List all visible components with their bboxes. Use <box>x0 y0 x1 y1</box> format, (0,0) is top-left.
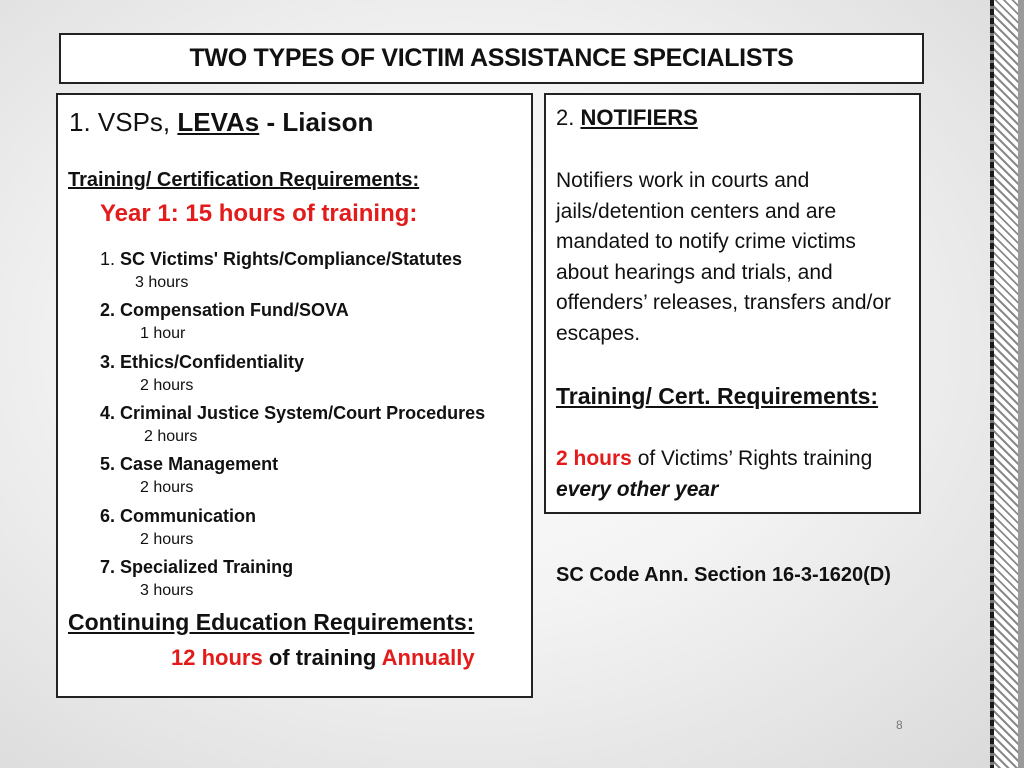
training-item-hours: 2 hours <box>144 427 198 445</box>
continuing-frequency: Annually <box>381 645 475 670</box>
training-item-hours: 2 hours <box>140 376 194 394</box>
training-item-number: 4. <box>100 402 116 423</box>
training-item <box>100 557 293 578</box>
training-item-hours: 2 hours <box>140 530 194 548</box>
notifiers-training-text: of Victims’ Rights training <box>631 447 873 470</box>
notifiers-training-line <box>556 447 872 471</box>
page-number: 8 <box>896 718 903 732</box>
levas-label: LEVAs <box>177 107 260 137</box>
training-item <box>100 454 278 475</box>
training-item-label: Specialized Training <box>120 556 294 577</box>
continuing-hours: 12 hours <box>171 645 263 670</box>
training-item-label: SC Victims' Rights/Compliance/Statutes <box>120 249 463 269</box>
continuing-mid-text: of training <box>262 645 382 670</box>
notifiers-description: Notifiers work in courts and jails/detention centers and are mandated to notify crime victims about hearings and trials, and offenders’ releases, transfers and/or escapes. <box>556 169 892 345</box>
training-item-label: Criminal Justice System/Court Procedures <box>120 402 486 423</box>
vsp-heading-prefix: 1. VSPs, <box>69 107 178 137</box>
training-item-number: 5. <box>100 454 116 475</box>
slide-title: TWO TYPES OF VICTIM ASSISTANCE SPECIALISTS <box>189 44 794 72</box>
training-item-hours: 1 hour <box>140 325 186 343</box>
year1-requirement: Year 1: 15 hours of training: <box>100 200 418 227</box>
notifiers-training-frequency: every other year <box>556 478 719 501</box>
training-item <box>100 249 462 270</box>
training-item-number: 7. <box>100 556 116 577</box>
notifiers-training-hours: 2 hours <box>556 447 632 470</box>
training-item <box>100 352 304 373</box>
notifiers-label: NOTIFIERS <box>580 105 698 130</box>
training-item-hours: 3 hours <box>135 274 189 291</box>
training-item-label: Case Management <box>120 454 279 475</box>
notifiers-panel <box>544 93 921 514</box>
liaison-label: - Liaison <box>259 107 374 137</box>
training-item-number: 3. <box>100 351 116 372</box>
training-item-label: Compensation Fund/SOVA <box>120 300 349 321</box>
notifiers-heading-num: 2. <box>556 105 581 130</box>
training-item <box>100 300 349 321</box>
training-item-label: Ethics/Confidentiality <box>120 351 305 372</box>
training-item-hours: 3 hours <box>140 581 194 599</box>
vsp-heading <box>69 107 373 138</box>
slide-title-box <box>59 33 924 84</box>
training-item-number: 1. <box>100 249 116 269</box>
continuing-education-line <box>171 645 475 671</box>
training-item-number: 2. <box>100 300 116 321</box>
vsp-levas-panel <box>56 93 533 698</box>
training-item-number: 6. <box>100 505 116 526</box>
training-certification-header: Training/ Certification Requirements: <box>68 169 420 191</box>
training-item-label: Communication <box>120 505 257 526</box>
continuing-education-header: Continuing Education Requirements: <box>68 609 475 635</box>
decorative-stripe <box>990 0 1024 768</box>
statute-citation: SC Code Ann. Section 16-3-1620(D) <box>556 564 891 586</box>
training-item-hours: 2 hours <box>140 479 194 497</box>
notifiers-heading <box>556 105 698 131</box>
training-item <box>100 506 256 527</box>
notifiers-training-header: Training/ Cert. Requirements: <box>556 383 879 409</box>
training-item <box>100 403 485 424</box>
